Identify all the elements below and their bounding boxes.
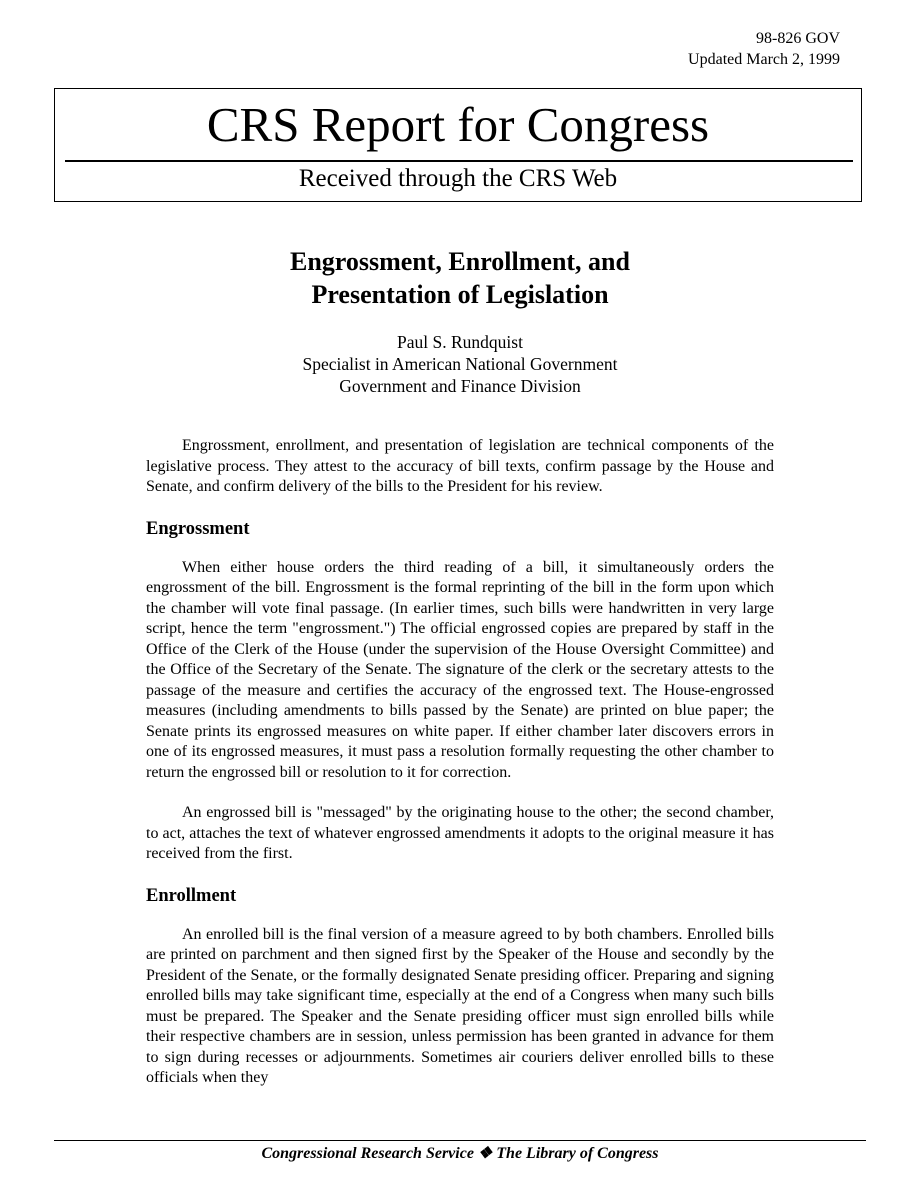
banner-subtitle: Received through the CRS Web (298, 165, 618, 192)
engrossment-paragraph-1: When either house orders the third reading of a bill, it simultaneously orders the engrossment of the bill. Engrossment is the formal reprinting of the bill in the form upon which the chamber will vote final passage. (In earlier times, such bills were handwritten in very large script, hence the term "engrossment.") The official engrossed copies are prepared by staff in the Office of the Clerk of the House (under the supervision of the House Oversight Committee) and the Office of the Secretary of the Senate. The signature of the clerk or the secretary attests to the passage of the measure and certifies the accuracy of the engrossed text. The House-engrossed measures (including amendments to bills passed by the Senate) are printed on blue paper; the Senate prints its engrossed measures on white paper. If either chamber later discovers errors in one of its engrossed measures, it must pass a resolution formally requesting the other chamber to return the engrossed bill or resolution to it for correction. (146, 558, 774, 781)
updated-date: Updated March 2, 1999 (688, 51, 840, 68)
report-number: 98-826 GOV (756, 30, 840, 47)
document-title-line-1: Engrossment, Enrollment, and (290, 247, 630, 276)
author-role: Specialist in American National Government (302, 354, 618, 374)
enrollment-paragraph-1: An enrolled bill is the final version of a measure agreed to by both chambers. Enrolled bills are printed on parchment and then signed first by the Speaker of the House and secondly by the President of the Senate, or the formally designated Senate presiding officer. Preparing and signing enrolled bills may take significant time, especially at the end of a Congress when many such bills must be prepared. The Speaker and the Senate presiding officer must sign enrolled bills while their respective chambers are in session, unless permission has been granted in advance for them to sign during recesses or adjournments. Sometimes air couriers deliver enrolled bills to these officials when they (146, 925, 774, 1086)
intro-paragraph: Engrossment, enrollment, and presentation of legislation are technical components of the legislative process. They attest to the accuracy of bill texts, confirm passage by the House and Senate, and confirm delivery of the bills to the President for his review. (146, 437, 774, 495)
banner-title: CRS Report for Congress (206, 97, 710, 152)
section-heading-enrollment: Enrollment (146, 885, 237, 906)
author-block (0, 331, 920, 397)
crs-banner (54, 88, 862, 202)
document-body (146, 436, 774, 1089)
banner-divider (65, 160, 853, 162)
author-division: Government and Finance Division (339, 376, 581, 396)
document-title-line-2: Presentation of Legislation (311, 280, 609, 309)
author-name: Paul S. Rundquist (397, 332, 523, 352)
document-title (0, 245, 920, 311)
report-id-block (688, 28, 840, 70)
section-heading-engrossment: Engrossment (146, 518, 250, 539)
footer-text: Congressional Research Service ❖ The Library of Congress (261, 1145, 659, 1162)
footer-divider (54, 1140, 866, 1141)
engrossment-paragraph-2: An engrossed bill is "messaged" by the originating house to the other; the second chamber, to act, attaches the text of whatever engrossed amendments it adopts to the original measure it has received from the first. (146, 804, 774, 862)
